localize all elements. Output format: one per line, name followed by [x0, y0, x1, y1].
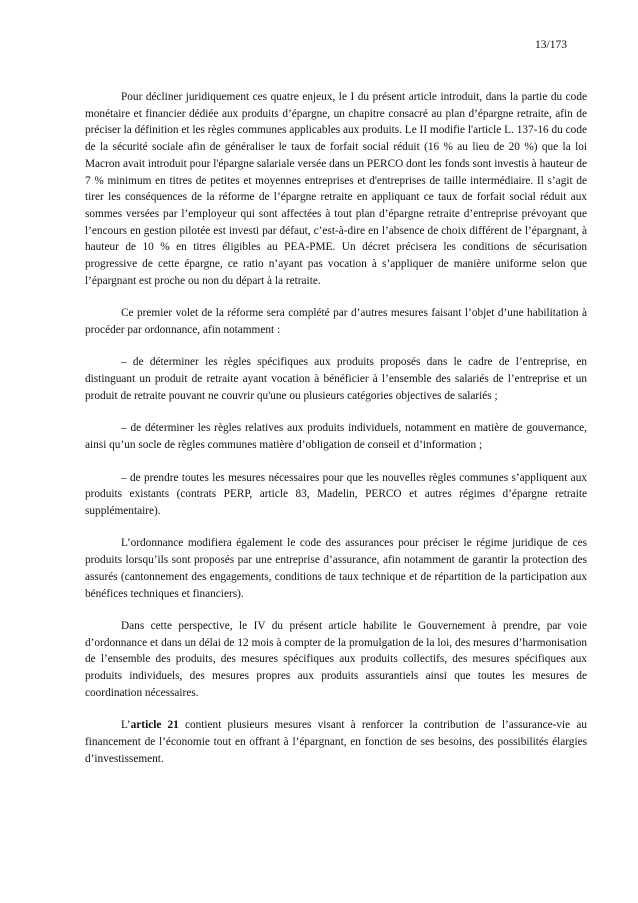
paragraph-article-21 [85, 717, 587, 767]
paragraph-habilitation-gouvernement: Dans cette perspective, le IV du présent article habilite le Gouvernement à prendre, par voie d’ordonnance et dans un délai de 12 mois à compter de la promulgation de la loi, des mesures d’harmonisation de l’ensemble des produits, des mesures spécifiques aux produits collectifs, des mesures spécifiques aux produits individuels, des mesures propres aux produits assurantiels ainsi que toutes les mesures de coordination nécessaires. [85, 620, 587, 699]
article-21-reference: article 21 [130, 719, 179, 732]
list-item-produits-existants: – de prendre toutes les mesures nécessaires pour que les nouvelles règles communes s’appliquent aux produits existants (contrats PERP, article 83, Madelin, PERCO et autres régimes d’épargne retraite supplémentaire). [85, 471, 587, 517]
paragraph-habilitation-ordonnance: Ce premier volet de la réforme sera complété par d’autres mesures faisant l’objet d’une habilitation à procéder par ordonnance, afin notamment : [85, 307, 587, 336]
article-21-text: contient plusieurs mesures visant à renforcer la contribution de l’assurance-vie au financement de l’économie tout en offrant à l’épargnant, en fonction de ses besoins, des possibilités élargies d’investissement. [85, 719, 587, 765]
paragraph-declinaison-juridique: Pour décliner juridiquement ces quatre enjeux, le I du présent article introduit, dans la partie du code monétaire et financier dédiée aux produits d’épargne, un chapitre consacré au plan d’épargne retraite, afin de préciser la définition et les règles communes applicables aux produits. Le II modifie l'article L. 137-16 du code de la sécurité sociale afin de généraliser le taux de forfait social réduit (16 % au lieu de 20 %) que la loi Macron avait introduit pour l'épargne salariale versée dans un PERCO dont les fonds sont investis à hauteur de 7 % minimum en titres de petites et moyennes entreprises et d'entreprises de taille intermédiaire. Il s’agit de tirer les conséquences de la réforme de l’épargne retraite en appliquant ce taux de forfait social réduit aux sommes versées par l’employeur qui sont affectées à tout plan d’épargne retraite d’entreprise prévoyant que l’encours en gestion pilotée est investi par défaut, c’est-à-dire en l’absence de choix différent de l’épargnant, à hauteur de 10 % en titres éligibles au PEA-PME. Un décret précisera les conditions de sécurisation progressive de cette épargne, ce ratio n’ayant pas vocation à s’appliquer de manière uniforme selon que l’épargnant est proche ou non du départ à la retraite. [85, 91, 587, 287]
document-body [85, 89, 587, 767]
article-21-lead: L’ [121, 719, 131, 732]
page-number: 13/173 [535, 39, 567, 51]
list-item-produits-entreprise: – de déterminer les règles spécifiques aux produits proposés dans le cadre de l’entreprise, en distinguant un produit de retraite ayant vocation à bénéficier à l’ensemble des salariés de l’entreprise et un produit de retraite pouvant ne couvrir qu'une ou plusieurs catégories objectives de salariés ; [85, 356, 587, 402]
paragraph-code-assurances: L’ordonnance modifiera également le code des assurances pour préciser le régime juridique de ces produits lorsqu’ils sont proposés par une entreprise d’assurance, afin notamment de garantir la protection des assurés (cantonnement des engagements, conditions de taux technique et de répartition de la participation aux bénéfices techniques et financiers). [85, 537, 587, 600]
list-item-produits-individuels: – de déterminer les règles relatives aux produits individuels, notamment en matière de gouvernance, ainsi qu’un socle de règles communes matière d’obligation de conseil et d’information ; [85, 422, 587, 452]
